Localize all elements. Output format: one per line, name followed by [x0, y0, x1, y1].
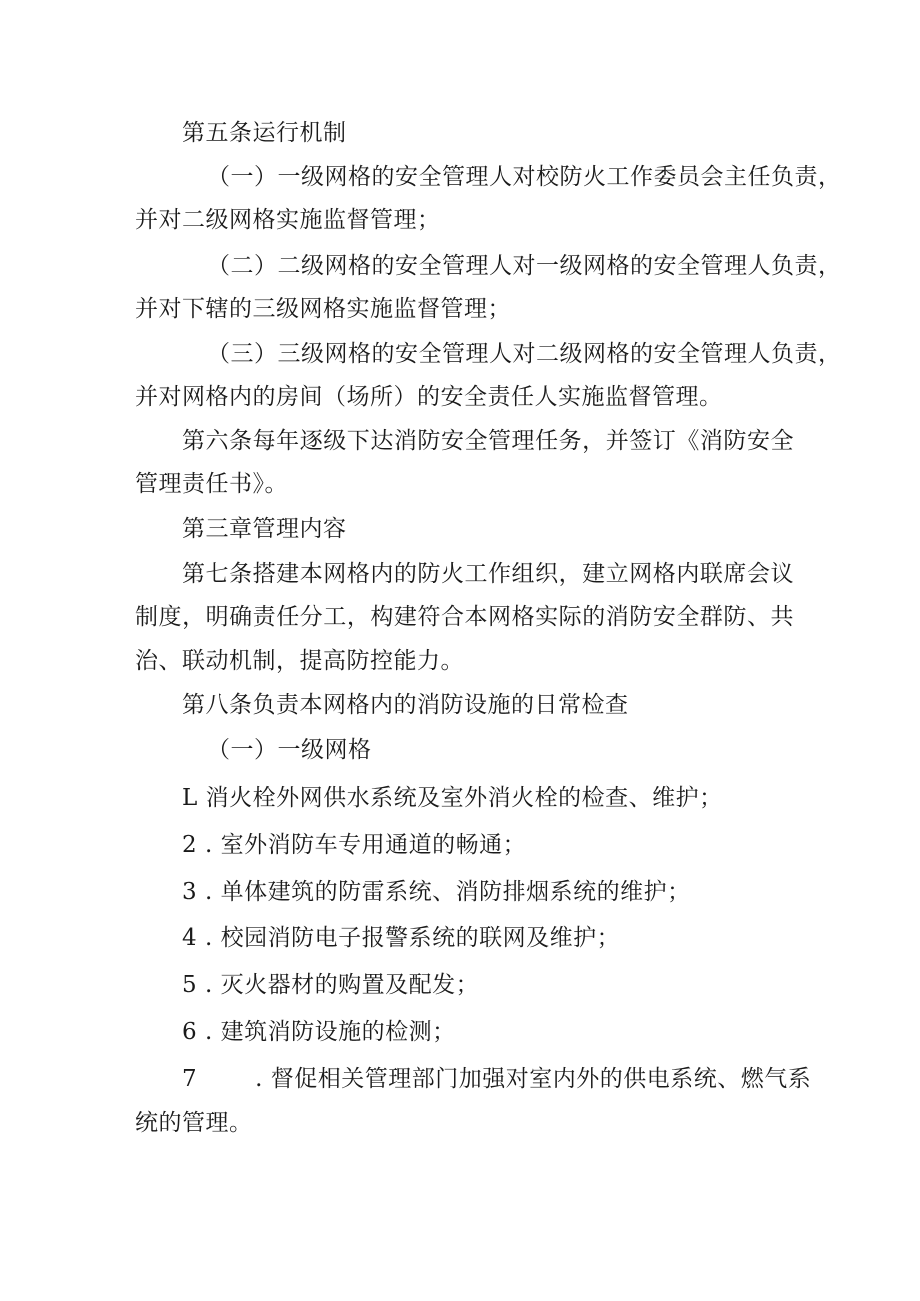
article5-item2-line1: （二）二级网格的安全管理人对一级网格的安全管理人负责，	[207, 253, 842, 279]
article6-line1: 第六条每年逐级下达消防安全管理任务，并签订《消防安全	[182, 428, 794, 454]
list-item	[182, 1064, 811, 1094]
list-item-text: . 室外消防车专用通道的畅通；	[204, 832, 527, 858]
article5-heading: 第五条运行机制	[182, 120, 347, 146]
list-item	[182, 1017, 456, 1047]
list-item	[182, 970, 479, 1000]
article7-line2: 制度，明确责任分工，构建符合本网格实际的消防安全群防、共	[135, 604, 794, 630]
article7-line1: 第七条搭建本网格内的防火工作组织，建立网格内联席会议	[182, 561, 794, 587]
list-item	[182, 830, 526, 860]
article5-item2-line2: 并对下辖的三级网格实施监督管理；	[135, 296, 511, 322]
list-item-text: . 督促相关管理部门加强对室内外的供电系统、燃气系	[255, 1066, 812, 1092]
list-item-number: 5	[182, 972, 198, 998]
list-item-number: 3	[182, 879, 198, 905]
article6-line2: 管理责任书》。	[135, 471, 288, 497]
article5-item1-line2: 并对二级网格实施监督管理；	[135, 207, 441, 233]
chapter3-heading: 第三章管理内容	[182, 516, 347, 542]
article5-item3-line2: 并对网格内的房间（场所）的安全责任人实施监督管理。	[135, 384, 723, 410]
list-item-number: L	[182, 785, 198, 811]
list-item-text: . 校园消防电子报警系统的联网及维护；	[204, 925, 621, 951]
list-item-number: 7	[182, 1066, 198, 1092]
list-item-number: 4	[182, 925, 198, 951]
list-item-text: . 建筑消防设施的检测；	[204, 1019, 456, 1045]
list-item	[182, 877, 691, 907]
item7-line2: 统的管理。	[135, 1110, 253, 1136]
list-item-text: . 灭火器材的购置及配发；	[204, 972, 480, 998]
list-item-text: . 单体建筑的防雷系统、消防排烟系统的维护；	[204, 879, 691, 905]
list-item-text: 消火栓外网供水系统及室外消火栓的检查、维护；	[205, 785, 723, 811]
list-item-number: 6	[182, 1019, 198, 1045]
list-item-number: 2	[182, 832, 198, 858]
list-item	[182, 923, 620, 953]
article7-line3: 治、联动机制，提高防控能力。	[135, 648, 464, 674]
article8-heading: 第八条负责本网格内的消防设施的日常检查	[182, 692, 629, 718]
article5-item1-line1: （一）一级网格的安全管理人对校防火工作委员会主任负责，	[207, 164, 842, 190]
article5-item3-line1: （三）三级网格的安全管理人对二级网格的安全管理人负责，	[207, 341, 842, 367]
article8-sub1: （一）一级网格	[207, 737, 372, 763]
list-item	[182, 783, 723, 813]
